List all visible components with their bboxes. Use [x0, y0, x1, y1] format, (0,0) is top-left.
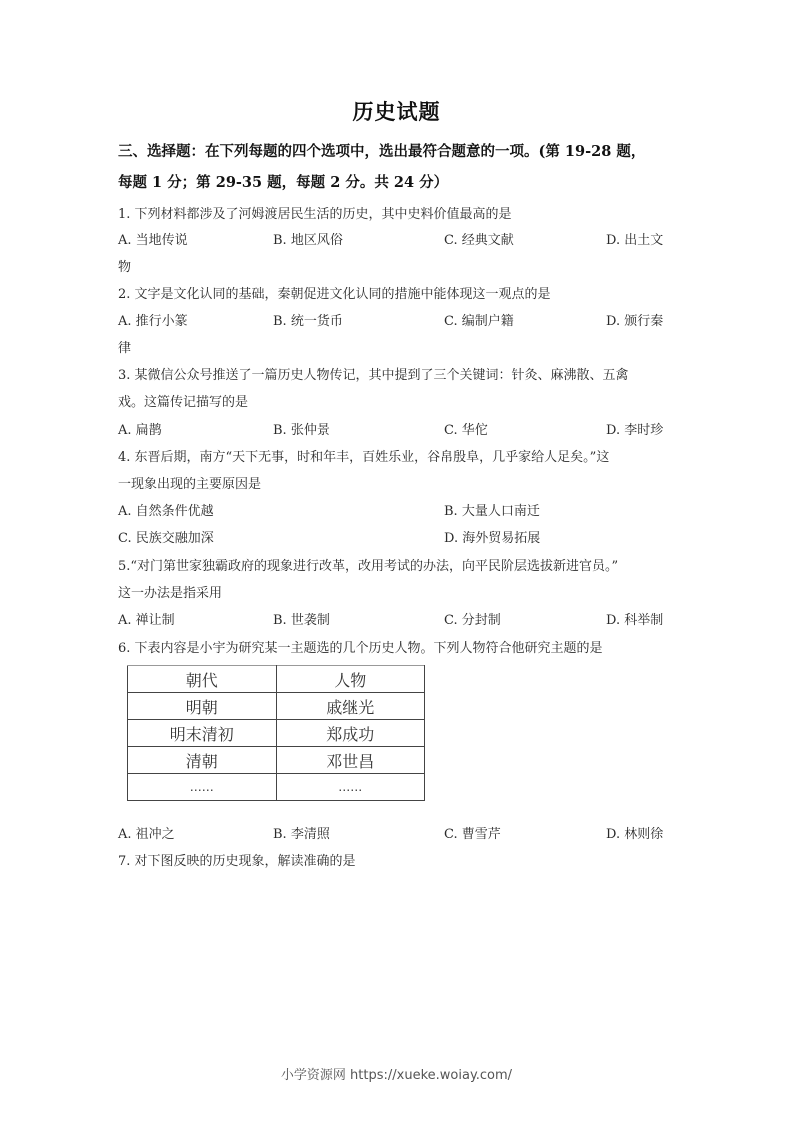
table-cell-dynasty: …… [128, 774, 277, 801]
question-6-option-b: B. 李清照 [273, 827, 330, 842]
section-heading-line-1: 三、选择题：在下列每题的四个选项中，选出最符合题意的一项。(第 19-28 题， [118, 143, 646, 160]
question-2-stem: 2. 文字是文化认同的基础，秦朝促进文化认同的措施中能体现这一观点的是 [118, 287, 551, 302]
question-7-stem: 7. 对下图反映的历史现象，解读准确的是 [118, 854, 356, 869]
table-header-row [128, 666, 425, 693]
question-2-option-d-wrap: 律 [118, 341, 132, 356]
question-1-option-d-wrap: 物 [118, 260, 132, 275]
question-4-option-a: A. 自然条件优越 [118, 504, 214, 519]
question-1-option-d: D. 出土文 [606, 233, 664, 248]
question-2-option-a: A. 推行小篆 [118, 314, 188, 329]
table-header-figure: 人物 [276, 666, 425, 693]
question-6-option-a: A. 祖冲之 [118, 827, 175, 842]
table-cell-dynasty: 清朝 [128, 747, 277, 774]
question-5-option-d: D. 科举制 [606, 613, 664, 628]
question-6-stem: 6. 下表内容是小宇为研究某一主题选的几个历史人物。下列人物符合他研究主题的是 [118, 641, 603, 656]
table-cell-figure: 邓世昌 [276, 747, 425, 774]
page-title: 历史试题 [352, 99, 441, 124]
table-cell-dynasty: 明末清初 [128, 720, 277, 747]
question-3-option-c: C. 华佗 [444, 423, 488, 438]
question-1-option-b: B. 地区风俗 [273, 233, 343, 248]
question-1-option-a: A. 当地传说 [118, 233, 188, 248]
table-cell-figure: 戚继光 [276, 693, 425, 720]
question-3-stem-line-2: 戏。这篇传记描写的是 [118, 395, 249, 410]
table-cell-figure: 郑成功 [276, 720, 425, 747]
question-1-stem: 1. 下列材料都涉及了河姆渡居民生活的历史，其中史料价值最高的是 [118, 207, 512, 222]
table-row [128, 747, 425, 774]
question-4-option-c: C. 民族交融加深 [118, 531, 214, 546]
question-2-option-b: B. 统一货币 [273, 314, 343, 329]
question-4-option-b: B. 大量人口南迁 [444, 504, 540, 519]
table-row [128, 720, 425, 747]
question-1-option-c: C. 经典文献 [444, 233, 514, 248]
question-4-stem-line-1: 4. 东晋后期，南方“天下无事，时和年丰，百姓乐业，谷帛殷阜，几乎家给人足矣。”这 [118, 450, 610, 465]
question-5-stem-line-2: 这一办法是指采用 [118, 586, 223, 601]
question-3-option-a: A. 扁鹊 [118, 423, 162, 438]
question-6-option-c: C. 曹雪芹 [444, 827, 501, 842]
question-2-option-d: D. 颁行秦 [606, 314, 664, 329]
question-6-option-d: D. 林则徐 [606, 827, 664, 842]
question-2-option-c: C. 编制户籍 [444, 314, 514, 329]
table-cell-figure: …… [276, 774, 425, 801]
question-5-option-c: C. 分封制 [444, 613, 501, 628]
question-3-option-d: D. 李时珍 [606, 423, 664, 438]
section-heading-line-2: 每题 1 分；第 29-35 题，每题 2 分。共 24 分） [118, 174, 449, 191]
table-row [128, 693, 425, 720]
footer-watermark: 小学资源网 https://xueke.woiay.com/ [280, 1068, 513, 1083]
question-4-option-d: D. 海外贸易拓展 [444, 531, 541, 546]
table-header-dynasty: 朝代 [128, 666, 277, 693]
table-row [128, 774, 425, 801]
question-3-stem-line-1: 3. 某微信公众号推送了一篇历史人物传记，其中提到了三个关键词：针灸、麻沸散、五禽 [118, 368, 629, 383]
question-4-stem-line-2: 一现象出现的主要原因是 [118, 477, 262, 492]
table-cell-dynasty: 明朝 [128, 693, 277, 720]
question-5-stem-line-1: 5.“对门第世家独霸政府的现象进行改革，改用考试的办法，向平民阶层选拔新进官员。” [118, 559, 619, 574]
question-3-option-b: B. 张仲景 [273, 423, 330, 438]
dynasty-figure-table [127, 665, 425, 801]
question-5-option-b: B. 世袭制 [273, 613, 330, 628]
question-5-option-a: A. 禅让制 [118, 613, 175, 628]
